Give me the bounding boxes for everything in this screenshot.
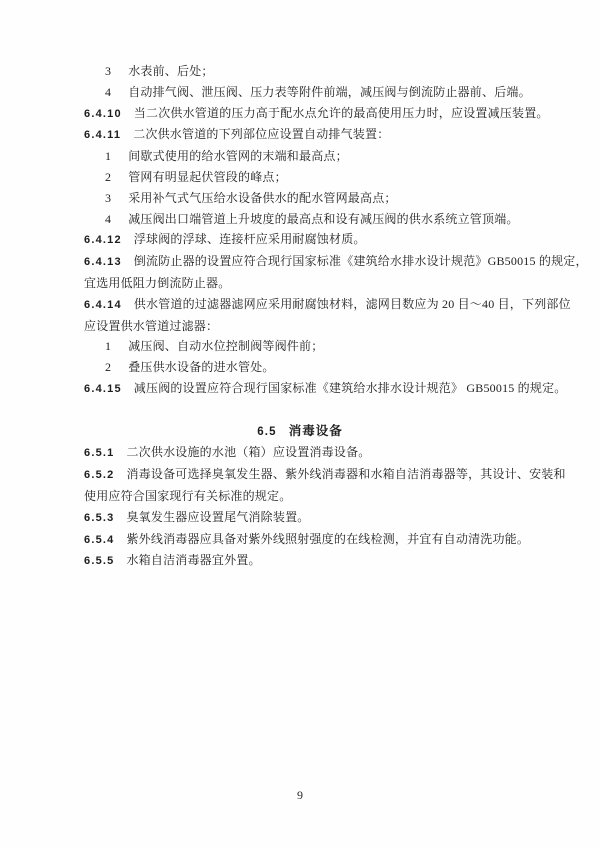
clause-number: 6.5.4 bbox=[84, 533, 115, 546]
continuation-line bbox=[84, 273, 576, 294]
clause-text: 使用应符合国家现行有关标准的规定。 bbox=[84, 488, 292, 503]
clause-number: 6.4.14 bbox=[84, 298, 122, 311]
clause-number: 6.4.15 bbox=[84, 382, 122, 395]
clause-number: 6.5.2 bbox=[84, 469, 115, 482]
clause-number: 6.5.3 bbox=[84, 511, 115, 524]
clause-6-5-5 bbox=[84, 550, 576, 572]
clause-number: 6.4.10 bbox=[84, 107, 122, 120]
clause-text: 倒流防止器的设置应符合现行国家标准《建筑给水排水设计规范》GB50015 的规定， bbox=[133, 254, 588, 269]
sub-item-number: 3 bbox=[105, 190, 112, 205]
clause-text: 水箱自洁消毒器宜外置。 bbox=[126, 553, 261, 568]
sub-item-text: 自动排气阀、泄压阀、压力表等附件前端，减压阀与倒流防止器前、后端。 bbox=[128, 84, 531, 99]
clause-text: 二次供水管道的下列部位应设置自动排气装置： bbox=[133, 127, 390, 142]
sub-item-text: 管网有明显起伏管段的峰点； bbox=[128, 169, 287, 184]
clause-number: 6.4.12 bbox=[84, 234, 122, 247]
sub-item-line bbox=[84, 188, 576, 209]
clause-text: 宜选用低阻力倒流防止器。 bbox=[84, 275, 231, 290]
clause-text: 消毒设备可选择臭氧发生器、紫外线消毒器和水箱自洁消毒器等，其设计、安装和 bbox=[126, 467, 566, 482]
sub-item-number: 3 bbox=[105, 64, 112, 78]
sub-item-text: 采用补气式气压给水设备供水的配水管网最高点； bbox=[128, 190, 397, 205]
continuation-line bbox=[84, 486, 576, 507]
section-heading-6-5 bbox=[54, 421, 546, 443]
clause-text: 减压阀的设置应符合现行国家标准《建筑给水排水设计规范》 GB50015 的规定。 bbox=[133, 380, 567, 395]
clause-number: 6.4.11 bbox=[84, 129, 122, 142]
sub-item-text: 叠压供水设备的进水管处。 bbox=[128, 360, 275, 375]
clause-text: 紫外线消毒器应具备对紫外线照射强度的在线检测，并宜有自动清洗功能。 bbox=[126, 531, 530, 546]
sub-item-line bbox=[84, 209, 576, 230]
continuation-line bbox=[84, 316, 576, 337]
clause-text: 浮球阀的浮球、连接杆应采用耐腐蚀材质。 bbox=[133, 232, 366, 247]
clause-text: 当二次供水管道的压力高于配水点允许的最高使用压力时，应设置减压装置。 bbox=[133, 105, 549, 120]
sub-item-text: 减压阀、自动水位控制阀等阀件前； bbox=[128, 339, 324, 354]
sub-item-text: 间歇式使用的给水管网的末端和最高点； bbox=[128, 149, 348, 164]
sub-item-line bbox=[84, 82, 576, 103]
clause-6-4-12 bbox=[84, 229, 576, 251]
sub-item-number: 1 bbox=[105, 339, 112, 354]
clause-6-5-1 bbox=[84, 442, 576, 464]
page-number: 9 bbox=[297, 788, 303, 802]
sub-item-line bbox=[84, 61, 576, 82]
sub-item-number: 2 bbox=[105, 360, 112, 375]
clause-6-5-4 bbox=[84, 529, 576, 551]
clause-text: 臭氧发生器应设置尾气消除装置。 bbox=[126, 509, 310, 524]
sub-item-number: 2 bbox=[105, 169, 112, 184]
clause-number: 6.4.13 bbox=[84, 256, 122, 269]
sub-item-line bbox=[84, 357, 576, 378]
sub-item-number: 4 bbox=[105, 84, 112, 99]
clause-6-4-14 bbox=[84, 294, 576, 316]
clause-6-4-10 bbox=[84, 103, 576, 125]
text-content bbox=[84, 61, 588, 572]
clause-text: 供水管道的过滤器滤网应采用耐腐蚀材料，滤网目数应为 20 目～40 目，下列部位 bbox=[133, 296, 571, 311]
section-heading-title: 消毒设备 bbox=[288, 423, 343, 438]
sub-item-number: 4 bbox=[105, 211, 112, 226]
sub-item-text: 减压阀出口端管道上升坡度的最高点和设有减压阀的供水系统立管顶端。 bbox=[128, 211, 519, 226]
sub-item-line bbox=[84, 146, 576, 167]
clause-text: 应设置供水管道过滤器： bbox=[84, 318, 219, 333]
sub-item-line bbox=[84, 167, 576, 188]
sub-item-number: 1 bbox=[105, 149, 112, 164]
sub-item-line bbox=[84, 336, 576, 357]
clause-6-5-2 bbox=[84, 464, 576, 486]
clause-6-4-11 bbox=[84, 124, 576, 146]
clause-6-5-3 bbox=[84, 507, 576, 529]
clause-6-4-15 bbox=[84, 378, 576, 400]
clause-text: 二次供水设施的水池（箱）应设置消毒设备。 bbox=[126, 445, 371, 460]
sub-item-text: 水表前、后处； bbox=[128, 64, 214, 78]
clause-number: 6.5.5 bbox=[84, 555, 115, 568]
section-heading-number: 6.5 bbox=[257, 425, 277, 438]
clause-6-4-13 bbox=[84, 251, 588, 273]
clause-number: 6.5.1 bbox=[84, 447, 115, 460]
